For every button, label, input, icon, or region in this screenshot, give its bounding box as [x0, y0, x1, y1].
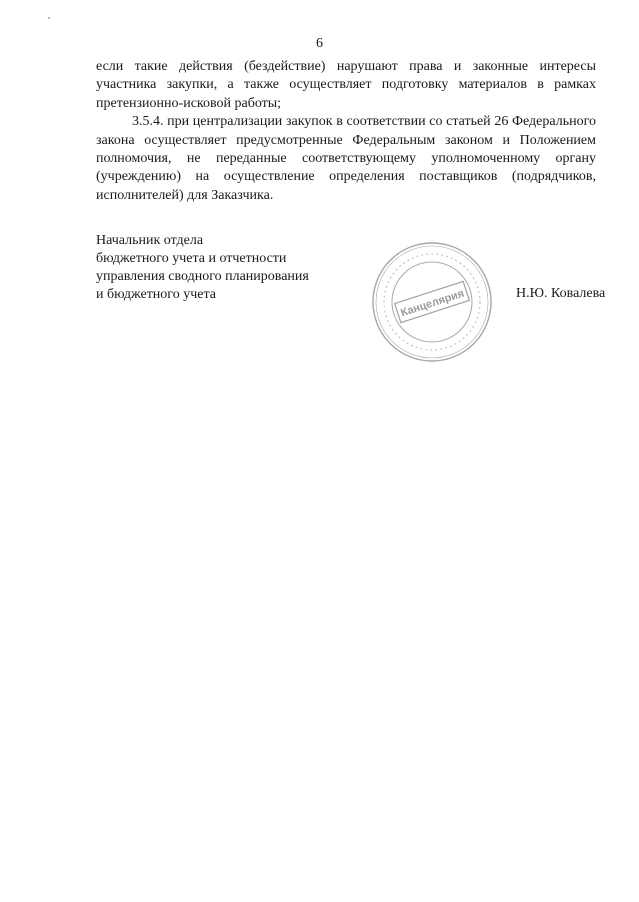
body-text — [96, 58, 596, 205]
position-line: Начальник отдела — [96, 233, 204, 248]
position-line: и бюджетного учета — [96, 287, 216, 302]
position-line: бюджетного учета и отчетности — [96, 251, 287, 266]
position-line: управления сводного планирования — [96, 269, 309, 284]
signatory-position — [96, 232, 309, 304]
office-stamp — [370, 240, 494, 364]
page-number: 6 — [316, 36, 323, 51]
paragraph-continuation: если такие действия (бездействие) нарушают права и законные интересы участника закупки, а также осуществляет подготовку материалов в рамках претензионно-исковой работы; — [96, 59, 596, 111]
stamp-center-text: Канцелярия — [399, 287, 466, 320]
scan-speck — [48, 17, 50, 19]
paragraph-3-5-4: 3.5.4. при централизации закупок в соответствии со статьей 26 Федерального закона осуществляет предусмотренные Федеральным законом и Положением полномочия, не переданные соответствующему уполномоченному органу (учреждению) на осуществление определения поставщиков (подрядчиков, исполнителей) для Заказчика. — [96, 114, 596, 203]
signer-name: Н.Ю. Ковалева — [516, 286, 606, 301]
